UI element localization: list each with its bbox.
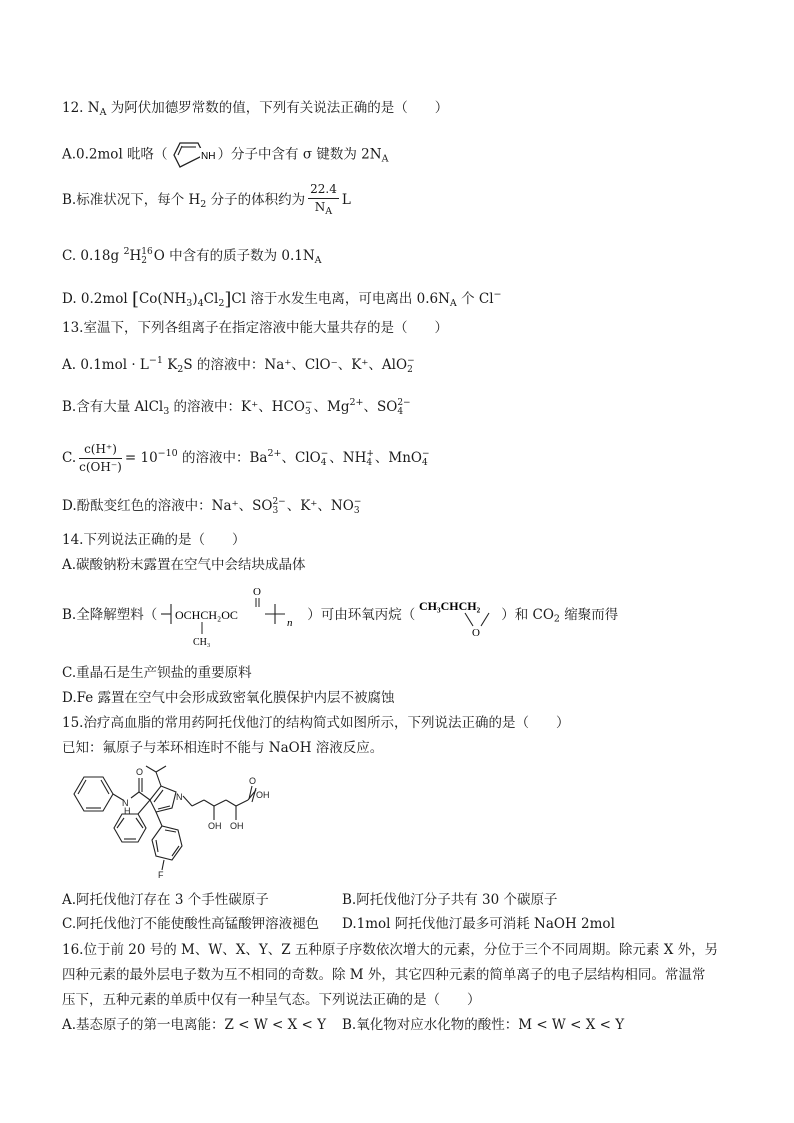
polymer-structure <box>157 582 307 648</box>
q15-note: 已知：氟原子与苯环相连时不能与 NaOH 溶液反应。 <box>62 740 384 756</box>
q14-option-d: D.Fe 露置在空气中会形成致密氧化膜保护内层不被腐蚀 <box>62 690 395 706</box>
pyrrole-structure <box>168 138 218 172</box>
q15-option-b: B.阿托伐他汀分子共有 30 个碳原子 <box>342 892 558 908</box>
q13-option-a: A. $0.1mol \cdot L^{-1}$ $K_2S$ 的溶液中：Na⁺、ClO⁻、K⁺、AlO − 2 <box>62 355 415 375</box>
q14-option-b: B.全降解塑料（ OCHCH₂OC O CH₃ n ）可由环氧丙烷（ CH₃CHCH₂ O ）和 $CO_2$ 缩聚而得 <box>62 582 618 652</box>
svg-text:OCHCH₂OC: OCHCH₂OC <box>175 608 239 622</box>
q13-option-c: C. $\frac{c(H^+)}{c(OH^-)}$ = $10^{-10}$ 的溶液中：$Ba^{2+}$、ClO − 4 、NH + 4 、MnO − 4 <box>62 442 430 474</box>
q12-option-c: C. 0.18g $^2$H 16 2 O 中含有的质子数为 $0.1N_A$ <box>62 246 322 266</box>
q15-option-c: C.阿托伐他汀不能使酸性高锰酸钾溶液褪色 <box>62 916 320 932</box>
svg-text:O: O <box>249 776 257 786</box>
svg-text:N: N <box>122 798 129 808</box>
svg-text:NH: NH <box>200 151 216 162</box>
svg-text:CH₃: CH₃ <box>193 637 211 648</box>
svg-text:O: O <box>472 627 481 639</box>
fraction: $\frac{22.4}{N_A}$ <box>310 182 337 217</box>
svg-text:O: O <box>136 767 144 777</box>
q16-option-b: B.氧化物对应水化物的酸性：M < W < X < Y <box>342 1017 625 1033</box>
q15-option-d: D.1mol 阿托伐他汀最多可消耗 NaOH 2mol <box>342 916 615 932</box>
q14-stem: 14.下列说法正确的是（ ） <box>62 532 246 548</box>
atorvastatin-structure <box>66 762 276 882</box>
svg-text:CH₃CHCH₂: CH₃CHCH₂ <box>419 599 481 613</box>
q13-option-d: D.酚酞变红色的溶液中：Na⁺、SO 2− 3 、K⁺、NO − 3 <box>62 496 362 516</box>
q14-option-a: A.碳酸钠粉末露置在空气中会结块成晶体 <box>62 557 306 573</box>
svg-text:F: F <box>158 870 164 880</box>
svg-text:H: H <box>124 806 131 816</box>
svg-text:N: N <box>176 792 183 802</box>
q12-stem: 12. $N_A$ 为阿伏加德罗常数的值，下列有关说法正确的是（ ） <box>62 100 449 118</box>
q15-option-a: A.阿托伐他汀存在 3 个手性碳原子 <box>62 892 269 908</box>
fraction: $\frac{c(H^+)}{c(OH^-)}$ <box>79 442 122 474</box>
q14-option-c: C.重晶石是生产钡盐的重要原料 <box>62 665 252 681</box>
svg-text:OH: OH <box>208 821 222 831</box>
svg-text:OH: OH <box>230 821 244 831</box>
q12-option-a: A.0.2mol 吡咯（ NH ）分子中含有 σ 键数为 $2N_A$ <box>62 138 388 173</box>
q13-stem: 13.室温下，下列各组离子在指定溶液中能大量共存的是（ ） <box>62 320 448 336</box>
q15-stem: 15.治疗高血脂的常用药阿托伐他汀的结构简式如图所示，下列说法正确的是（ ） <box>62 715 570 731</box>
q16-option-a: A.基态原子的第一电离能：Z < W < X < Y <box>62 1017 327 1033</box>
q16-stem-line2: 四种元素的最外层电子数为互不相同的奇数。除 M 外，其它四种元素的简单离子的电子层结构相同。常温常 <box>62 967 706 983</box>
q16-stem-line1: 16.位于前 20 号的 M、W、X、Y、Z 五种原子序数依次增大的元素，分位于三个不同周期。除元素 X 外，另 <box>62 942 719 958</box>
svg-text:OH: OH <box>256 790 270 800</box>
q12-option-b: B.标准状况下，每个 $H_2$ 分子的体积约为 $\frac{22.4}{N_A}$ L <box>62 182 351 217</box>
svg-text:O: O <box>253 586 262 598</box>
svg-text:n: n <box>287 617 293 629</box>
q16-stem-line3: 压下，五种元素的单质中仅有一种呈气态。下列说法正确的是（ ） <box>62 992 481 1008</box>
q13-option-b: B.含有大量 AlCl$_3$ 的溶液中：K⁺、HCO − 3 、$Mg^{2+}$、SO 2− 4 <box>62 397 411 417</box>
q12-option-d: D. 0.2mol $[Co(NH_3)_4Cl_2]Cl$ 溶于水发生电离，可电离出 $0.6N_A$ 个 Cl− <box>62 289 502 310</box>
propylene-oxide-structure <box>415 590 501 640</box>
